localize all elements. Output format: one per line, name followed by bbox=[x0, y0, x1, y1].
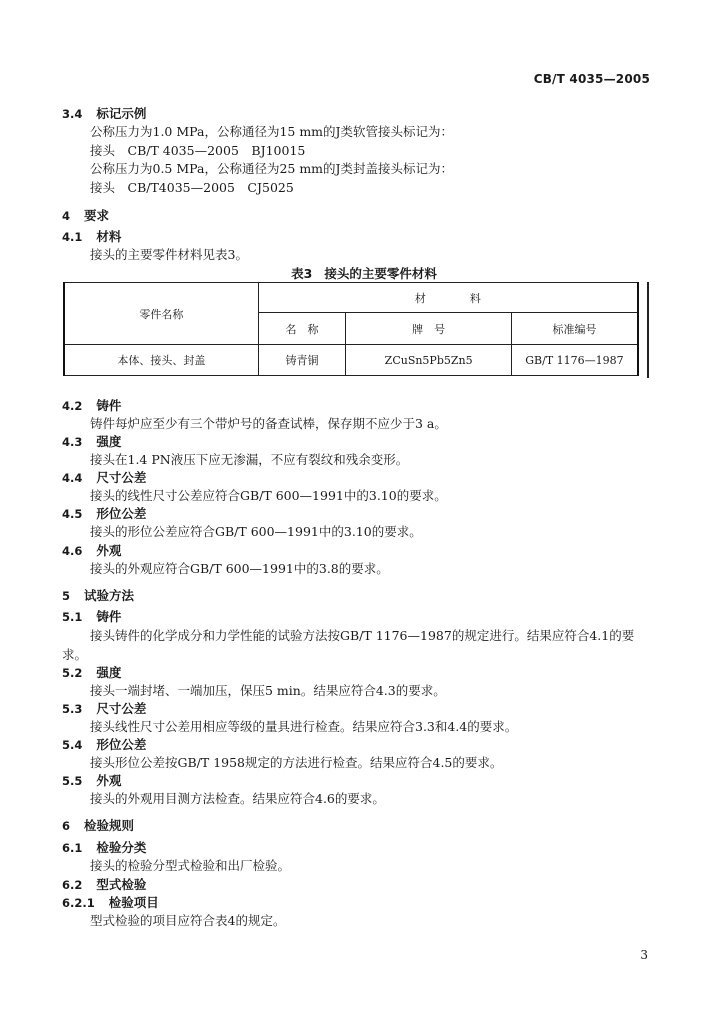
section-heading bbox=[62, 227, 121, 245]
section-heading bbox=[62, 206, 109, 224]
standard-number-header: CB/T 4035—2005 bbox=[533, 72, 650, 86]
section-heading bbox=[62, 607, 121, 625]
section-number: 5.5 bbox=[62, 774, 83, 788]
section-number: 6.2.1 bbox=[62, 896, 95, 910]
section-number: 6.2 bbox=[62, 878, 83, 892]
section-heading bbox=[62, 771, 121, 789]
paragraph: 接头铸件的化学成分和力学性能的试验方法按GB/T 1176—1987的规定进行。结果应符合4.1的要 bbox=[90, 628, 635, 643]
section-heading bbox=[62, 541, 121, 559]
section-heading bbox=[62, 468, 146, 486]
table-row bbox=[64, 345, 638, 376]
table-caption-title: 接头的主要零件材料 bbox=[324, 266, 437, 281]
section-title: 检验分类 bbox=[96, 840, 147, 855]
paragraph: 接头的外观用目测方法检查。结果应符合4.6的要求。 bbox=[90, 791, 385, 806]
paragraph-continuation: 求。 bbox=[62, 647, 88, 662]
section-number: 4.1 bbox=[62, 230, 83, 244]
section-title: 形位公差 bbox=[96, 737, 147, 752]
section-title: 外观 bbox=[96, 773, 122, 788]
section-number: 5.1 bbox=[62, 610, 83, 624]
section-title: 强度 bbox=[96, 665, 122, 680]
page-number: 3 bbox=[640, 948, 648, 962]
section-number: 4.4 bbox=[62, 471, 83, 485]
section-heading bbox=[62, 432, 121, 450]
section-heading bbox=[62, 893, 159, 911]
paragraph: 接头的主要零件材料见表3。 bbox=[90, 247, 248, 262]
table-header-grade: 牌 号 bbox=[346, 313, 512, 345]
section-number: 4.2 bbox=[62, 399, 83, 413]
table-cell-standard: GB/T 1176—1987 bbox=[511, 345, 638, 376]
section-title: 外观 bbox=[96, 543, 122, 558]
section-title: 检验规则 bbox=[84, 818, 135, 833]
section-number: 4 bbox=[62, 209, 71, 223]
section-title: 检验项目 bbox=[108, 895, 159, 910]
section-number: 3.4 bbox=[62, 107, 83, 121]
table-header-name: 名 称 bbox=[258, 313, 346, 345]
table-cell-grade: ZCuSn5Pb5Zn5 bbox=[346, 345, 512, 376]
paragraph: 接头的检验分型式检验和出厂检验。 bbox=[90, 858, 291, 873]
paragraph: 公称压力为1.0 MPa，公称通径为15 mm的J类软管接头标记为： bbox=[90, 124, 454, 139]
section-heading bbox=[62, 699, 146, 717]
section-number: 4.5 bbox=[62, 507, 83, 521]
paragraph: 接头一端封堵、一端加压，保压5 min。结果应符合4.3的要求。 bbox=[90, 683, 446, 698]
section-number: 6.1 bbox=[62, 841, 83, 855]
section-number: 4.3 bbox=[62, 435, 83, 449]
paragraph: 接头在1.4 PN液压下应无渗漏，不应有裂纹和残余变形。 bbox=[90, 452, 409, 467]
section-number: 5 bbox=[62, 589, 71, 603]
margin-rule bbox=[647, 282, 649, 378]
paragraph: 接头的线性尺寸公差应符合GB/T 600—1991中的3.10的要求。 bbox=[90, 488, 447, 503]
section-heading bbox=[62, 396, 121, 414]
section-heading bbox=[62, 504, 146, 522]
table-caption bbox=[0, 264, 728, 282]
section-number: 5.4 bbox=[62, 738, 83, 752]
section-title: 标记示例 bbox=[96, 106, 147, 121]
table-header-part-name: 零件名称 bbox=[64, 283, 258, 345]
paragraph: 铸件每炉应至少有三个带炉号的备查试棒，保存期不应少于3 a。 bbox=[90, 416, 447, 431]
section-heading bbox=[62, 104, 146, 122]
section-title: 强度 bbox=[96, 434, 122, 449]
section-title: 形位公差 bbox=[96, 506, 147, 521]
paragraph: 公称压力为0.5 MPa，公称通径为25 mm的J类封盖接头标记为： bbox=[90, 161, 454, 176]
section-title: 铸件 bbox=[96, 609, 122, 624]
section-number: 5.2 bbox=[62, 666, 83, 680]
materials-table bbox=[63, 282, 639, 376]
section-title: 尺寸公差 bbox=[96, 701, 147, 716]
section-title: 型式检验 bbox=[96, 877, 147, 892]
section-title: 试验方法 bbox=[84, 588, 135, 603]
paragraph: 接头 CB/T4035—2005 CJ5025 bbox=[90, 180, 294, 195]
section-number: 4.6 bbox=[62, 544, 83, 558]
section-heading bbox=[62, 735, 146, 753]
section-heading bbox=[62, 875, 146, 893]
section-heading bbox=[62, 586, 134, 604]
table-header-material: 材 料 bbox=[258, 283, 638, 313]
section-heading bbox=[62, 838, 146, 856]
section-heading bbox=[62, 663, 121, 681]
paragraph: 接头的形位公差应符合GB/T 600—1991中的3.10的要求。 bbox=[90, 524, 422, 539]
paragraph: 接头的外观应符合GB/T 600—1991中的3.8的要求。 bbox=[90, 561, 389, 576]
section-number: 6 bbox=[62, 819, 71, 833]
table-header-standard: 标准编号 bbox=[511, 313, 638, 345]
paragraph: 接头形位公差按GB/T 1958规定的方法进行检查。结果应符合4.5的要求。 bbox=[90, 755, 503, 770]
section-title: 材料 bbox=[96, 229, 122, 244]
table-caption-number: 表3 bbox=[291, 266, 313, 281]
paragraph: 接头 CB/T 4035—2005 BJ10015 bbox=[90, 143, 306, 158]
section-number: 5.3 bbox=[62, 702, 83, 716]
table-cell-name: 铸青铜 bbox=[258, 345, 346, 376]
section-title: 要求 bbox=[84, 208, 110, 223]
table-cell-part: 本体、接头、封盖 bbox=[64, 345, 258, 376]
paragraph: 接头线性尺寸公差用相应等级的量具进行检查。结果应符合3.3和4.4的要求。 bbox=[90, 719, 518, 734]
section-title: 尺寸公差 bbox=[96, 470, 147, 485]
section-heading bbox=[62, 816, 134, 834]
section-title: 铸件 bbox=[96, 398, 122, 413]
paragraph: 型式检验的项目应符合表4的规定。 bbox=[90, 913, 286, 928]
